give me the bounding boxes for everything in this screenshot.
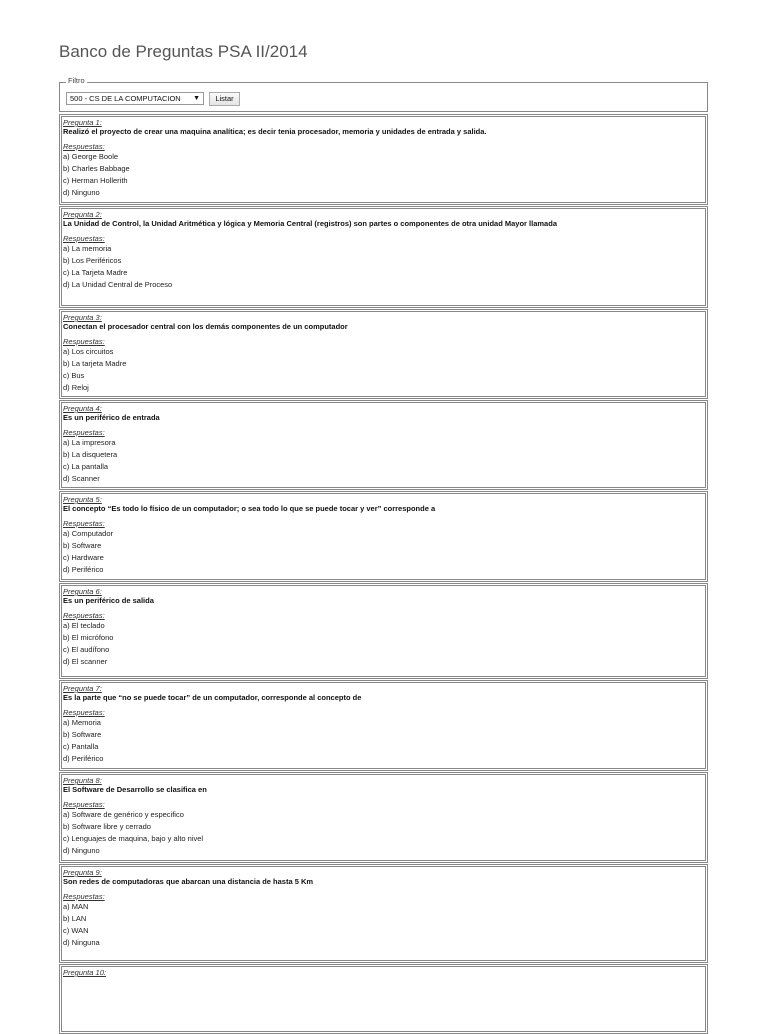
answer-option: a) Computador (63, 529, 114, 538)
answer-option: c) La pantalla (63, 462, 109, 471)
question-number: Pregunta 2: (63, 210, 102, 219)
answer-option: c) El audífono (63, 645, 110, 654)
subject-select[interactable] (66, 92, 204, 105)
answers-label: Respuestas: (63, 708, 105, 717)
question-text: Es un periférico de entrada (63, 413, 160, 422)
question-block-4 (59, 400, 708, 490)
question-number: Pregunta 5: (63, 495, 102, 504)
question-block-8 (59, 772, 708, 863)
question-number: Pregunta 3: (63, 313, 102, 322)
answer-option: b) Software libre y cerrado (63, 822, 151, 831)
answer-option: b) LAN (63, 914, 87, 923)
answer-option: c) Hardware (63, 553, 104, 562)
question-text: El concepto “Es todo lo físico de un computador; o sea todo lo que se puede tocar y ver” corresponde a (63, 504, 436, 513)
answer-option: b) Charles Babbage (63, 164, 130, 173)
answer-option: a) George Boole (63, 152, 119, 161)
answer-option: d) Ninguna (63, 938, 100, 947)
answer-option: a) MAN (63, 902, 89, 911)
subject-select-value: 500 - CS DE LA COMPUTACION (70, 94, 181, 103)
question-block-2 (59, 206, 708, 308)
answer-option: a) La memoria (63, 244, 112, 253)
answers-label: Respuestas: (63, 234, 105, 243)
question-block-6 (59, 583, 708, 679)
question-block-7 (59, 680, 708, 771)
question-text: Realizó el proyecto de crear una maquina analítica; es decir tenia procesador, memoria y unidades de entrada y salida. (63, 127, 487, 136)
answer-option: c) Bus (63, 371, 85, 380)
answer-option: c) Herman Hollerith (63, 176, 128, 185)
answer-option: a) La impresora (63, 438, 116, 447)
answers-label: Respuestas: (63, 519, 105, 528)
answers-label: Respuestas: (63, 611, 105, 620)
answer-option: d) Periférico (63, 565, 104, 574)
question-number: Pregunta 1: (63, 118, 102, 127)
answers-label: Respuestas: (63, 800, 105, 809)
answers-label: Respuestas: (63, 337, 105, 346)
answer-option: a) El teclado (63, 621, 105, 630)
question-number: Pregunta 7: (63, 684, 102, 693)
answer-option: b) Los Periféricos (63, 256, 122, 265)
question-text: Es la parte que “no se puede tocar” de un computador, corresponde al concepto de (63, 693, 362, 702)
question-number: Pregunta 9: (63, 868, 102, 877)
filter-legend: Filtro (68, 76, 85, 85)
question-text: Son redes de computadoras que abarcan una distancia de hasta 5 Km (63, 877, 314, 886)
question-number: Pregunta 8: (63, 776, 102, 785)
answer-option: a) Los circuitos (63, 347, 114, 356)
answers-label: Respuestas: (63, 428, 105, 437)
answer-option: a) Memoria (63, 718, 101, 727)
question-number: Pregunta 10: (63, 968, 106, 977)
answer-option: c) WAN (63, 926, 89, 935)
answer-option: d) Reloj (63, 383, 89, 392)
answer-option: b) La tarjeta Madre (63, 359, 127, 368)
question-number: Pregunta 4: (63, 404, 102, 413)
answers-label: Respuestas: (63, 892, 105, 901)
question-number: Pregunta 6: (63, 587, 102, 596)
answer-option: b) Software (63, 730, 102, 739)
chevron-down-icon: ▼ (193, 95, 200, 102)
answer-option: d) Ninguno (63, 846, 100, 855)
answer-option: c) Pantalla (63, 742, 99, 751)
answer-option: d) La Unidad Central de Proceso (63, 280, 173, 289)
answer-option: b) Software (63, 541, 102, 550)
answer-option: d) Periférico (63, 754, 104, 763)
list-button[interactable]: Listar (209, 92, 240, 106)
page-title: Banco de Preguntas PSA II/2014 (59, 42, 308, 61)
question-text: Conectan el procesador central con los demás componentes de un computador (63, 322, 348, 331)
question-block-9 (59, 864, 708, 963)
answer-option: c) Lenguajes de maquina, bajo y alto nivel (63, 834, 204, 843)
question-text: La Unidad de Control, la Unidad Aritmética y lógica y Memoria Central (registros) son partes o componentes de otra unidad Mayor llamada (63, 219, 557, 228)
question-block-3 (59, 309, 708, 399)
answer-option: d) Ninguno (63, 188, 100, 197)
question-block-5 (59, 491, 708, 582)
answer-option: c) La Tarjeta Madre (63, 268, 128, 277)
question-block-1 (59, 114, 708, 205)
answer-option: b) La disquetera (63, 450, 118, 459)
question-text: Es un periférico de salida (63, 596, 154, 605)
question-text: El Software de Desarrollo se clasifica en (63, 785, 207, 794)
answer-option: d) Scanner (63, 474, 100, 483)
answer-option: d) El scanner (63, 657, 108, 666)
filter-fieldset (59, 76, 708, 112)
answers-label: Respuestas: (63, 142, 105, 151)
answer-option: a) Software de genérico y especifico (63, 810, 184, 819)
answer-option: b) El micrófono (63, 633, 114, 642)
